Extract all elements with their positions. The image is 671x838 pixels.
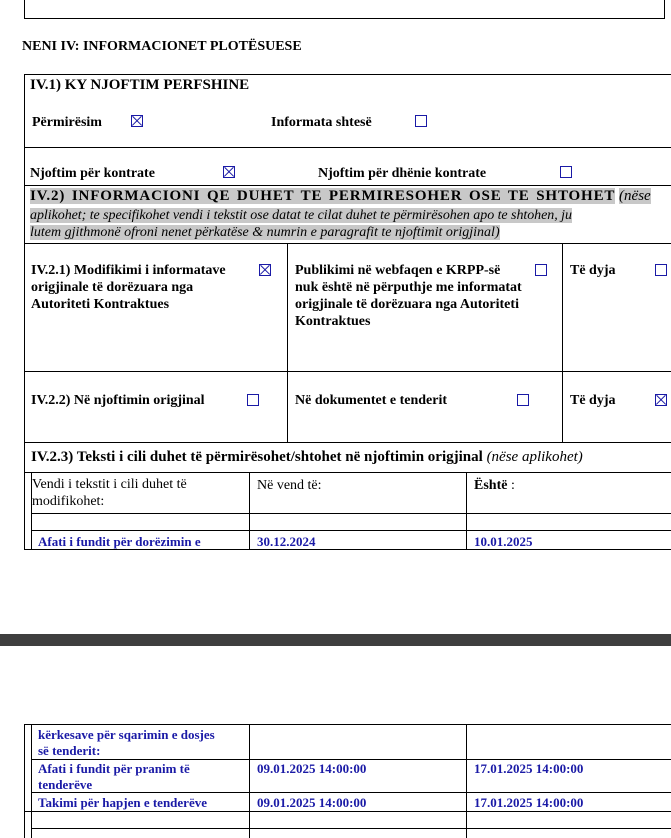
- option-label-njoftim-per-kontrate: Njoftim për kontrate: [30, 166, 155, 181]
- table-cell-takimi-hapjen: Takimi për hapjen e tenderëve: [38, 795, 207, 810]
- checkbox-iv21-te-dyja[interactable]: [655, 264, 667, 276]
- checkbox-iv22-te-dyja[interactable]: [655, 394, 667, 406]
- iv2-title: IV.2) INFORMACIONI QE DUHET TE PERMIRESOHER OSE TE SHTOHET: [30, 188, 616, 204]
- table-cell-pranim-new: 17.01.2025 14:00:00: [474, 761, 584, 776]
- page-separator: [0, 634, 671, 646]
- iv2-heading: [30, 187, 671, 205]
- table-cell-afati-pranim: Afati i fundit për pranim të tenderëve: [38, 761, 190, 792]
- iv22-label: IV.2.2) Në njoftimin origjinal: [31, 393, 205, 408]
- checkbox-njoftim-per-kontrate[interactable]: [223, 166, 235, 178]
- table-header-col1: Vendi i tekstit i cili duhet të modifikohet:: [32, 477, 187, 509]
- table-row: [38, 534, 201, 550]
- checkbox-modifikimi-informatave[interactable]: [259, 264, 271, 276]
- section-title: NENI IV: INFORMACIONET PLOTËSUESE: [22, 39, 302, 54]
- checkbox-njoftim-per-dhenie-kontrate[interactable]: [560, 166, 572, 178]
- checkbox-informata-shtese[interactable]: [415, 115, 427, 127]
- table-cell-new-date: 10.01.2025: [474, 534, 533, 549]
- iv2-note-start: (nëse: [619, 188, 651, 204]
- iv21-publikimi-label: Publikimi në webfaqen e KRPP-së nuk është në përputhje me informatat origjinale të dorëzuara nga Autoriteti Kontraktues: [295, 263, 522, 329]
- prev-box-right-border: [664, 0, 665, 19]
- prev-box-left-border: [24, 0, 25, 19]
- table-header-col2: Në vend të:: [257, 478, 322, 493]
- iv21-label: IV.2.1) Modifikimi i informatave origjinale të dorëzuara nga Autoriteti Kontraktues: [31, 263, 226, 312]
- checkbox-publikimi-krpp[interactable]: [535, 264, 547, 276]
- option-label-njoftim-per-dhenie-kontrate: Njoftim për dhënie kontrate: [318, 166, 487, 181]
- table-header-col3: Është :: [474, 478, 515, 493]
- checkbox-dokumentet-tenderit[interactable]: [517, 394, 529, 406]
- option-label-informata-shtese: Informata shtesë: [271, 115, 372, 130]
- iv22-both-label: Të dyja: [570, 393, 616, 408]
- iv23-title: IV.2.3) Teksti i cili duhet të përmirësohet/shtohet në njoftimin origjinal: [31, 449, 483, 465]
- iv22-docs-label: Në dokumentet e tenderit: [295, 393, 448, 408]
- table-cell-old-date: 30.12.2024: [257, 534, 316, 549]
- iv2-note-line3: lutem gjithmonë ofroni nenet përkatëse & numrin e paragrafit te njoftimit origjinal): [30, 225, 500, 240]
- prev-box-bottom-border: [24, 18, 665, 19]
- iv21-both-label: Të dyja: [570, 263, 616, 278]
- iv23-note: (nëse aplikohet): [486, 449, 583, 465]
- checkbox-njoftimin-origjinal[interactable]: [247, 394, 259, 406]
- table-cell-kerkesave-sqarimin: kërkesave për sqarimin e dosjes së tenderit:: [38, 727, 215, 758]
- table-cell-pranim-old: 09.01.2025 14:00:00: [257, 761, 367, 776]
- iv1-title: IV.1) KY NJOFTIM PERFSHINE: [30, 77, 250, 93]
- iv2-note-line2: aplikohet; te specifikohet vendi i tekstit ose datat te cilat duhet te përmirësohen apo te shtohen, ju: [30, 208, 572, 223]
- table-cell-afati-sqarimi: Afati i fundit për dorëzimin e: [38, 534, 201, 549]
- table-cell-takimi-new: 17.01.2025 14:00:00: [474, 795, 584, 810]
- option-label-permiresim: Përmirësim: [32, 115, 102, 130]
- table-cell-takimi-old: 09.01.2025 14:00:00: [257, 795, 367, 810]
- iv23-heading: [31, 448, 583, 466]
- checkbox-permiresim[interactable]: [131, 115, 143, 127]
